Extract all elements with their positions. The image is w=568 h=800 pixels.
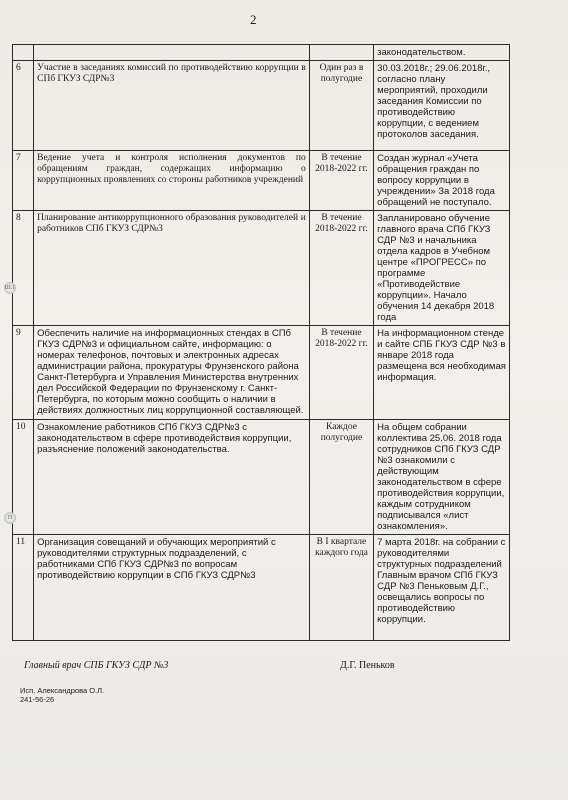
executor-phone: 241-56-26 — [20, 695, 55, 704]
table-row — [13, 211, 510, 326]
row-task: Планирование антикоррупционного образования руководителей и работников СПб ГКУЗ СДР№3 — [34, 211, 310, 326]
row-term: Каждое полугодие — [309, 420, 373, 535]
signatory-name: Д.Г. Пеньков — [340, 660, 395, 671]
row-task: Ведение учета и контроля исполнения документов по обращениям граждан, содержащих информацию о коррупционных проявлениях со стороны работников учреждений — [34, 151, 310, 211]
row-task: Организация совещаний и обучающих мероприятий с руководителями структурных подразделений, с работниками СПб ГКУЗ СДР№3 по вопросам противодействию коррупции в СПб ГКУЗ СДР№3 — [34, 535, 310, 641]
row-term: В I квартале каждого года — [309, 535, 373, 641]
table-row — [13, 326, 510, 420]
row-term — [309, 45, 373, 61]
row-number: 10 — [13, 420, 34, 535]
executor-info — [20, 686, 104, 704]
row-task: Ознакомление работников СПб ГКУЗ СДР№3 с законодательством в сфере противодействия коррупции, разъяснение положений законодательства. — [34, 420, 310, 535]
table-row — [13, 151, 510, 211]
signatory-title: Главный врач СПБ ГКУЗ СДР №3 — [24, 660, 169, 671]
row-result: На общем собрании коллектива 25.06. 2018 года сотрудников СПб ГКУЗ СДР №3 ознакомили с действующим законодательством в сфере противодействия коррупции, каждым сотрудником подписывался «лист ознакомления». — [374, 420, 510, 535]
row-task: Обеспечить наличие на информационных стендах в СПб ГКУЗ СДР№3 и официальном сайте, информацию: о номерах телефонов, почтовых и электронных адресах администрации района, прокуратуры Фрунзенского района Санкт-Петербурга и Управления Министерства внутренних дел Российской Федерации по Фрунзенскому г. Санкт-Петербурга, по которым можно сообщить о наличии в действиях должностных лиц коррупционной составляющей. — [34, 326, 310, 420]
row-result: законодательством. — [374, 45, 510, 61]
punch-hole-lower: П — [4, 512, 16, 524]
punch-hole-upper: Ш.1 — [4, 282, 16, 294]
row-term: В течение 2018-2022 гг. — [309, 211, 373, 326]
row-number — [13, 45, 34, 61]
row-result: На информационном стенде и сайте СПБ ГКУЗ СДР №3 в январе 2018 года размещена вся необходимая информация. — [374, 326, 510, 420]
row-number: 6 — [13, 61, 34, 151]
row-number: 11 — [13, 535, 34, 641]
row-result: 30.03.2018г.; 29.06.2018г., согласно плану мероприятий, проходили заседания Комиссии по противодействию коррупции, с ведением протоколов заседания. — [374, 61, 510, 151]
table-row — [13, 420, 510, 535]
row-number: 7 — [13, 151, 34, 211]
row-term: В течение 2018-2022 гг. — [309, 326, 373, 420]
row-number: 8 — [13, 211, 34, 326]
executor-name: Исп. Александрова О.Л. — [20, 686, 105, 695]
table-row — [13, 45, 510, 61]
row-task — [34, 45, 310, 61]
row-number: 9 — [13, 326, 34, 420]
row-result: Создан журнал «Учета обращения граждан по вопросу коррупции в учреждении» За 2018 года обращений не поступало. — [374, 151, 510, 211]
table-row — [13, 61, 510, 151]
row-result: Запланировано обучение главного врача СПб ГКУЗ СДР №3 и начальника отдела кадров в Учебном центре «ПРОГРЕСС» по программе «Противодействие коррупции». Начало обучения 14 декабря 2018 года — [374, 211, 510, 326]
row-term: В течение 2018-2022 гг. — [309, 151, 373, 211]
row-term: Один раз в полугодие — [309, 61, 373, 151]
row-task: Участие в заседаниях комиссий по противодействию коррупции в СПб ГКУЗ СДР№3 — [34, 61, 310, 151]
page-number: 2 — [250, 12, 257, 27]
row-result: 7 марта 2018г. на собрании с руководителями структурных подразделений Главным врачом СПб ГКУЗ СДР №3 Пеньковым Д.Г., освещались вопросы по противодействию коррупции. — [374, 535, 510, 641]
measures-table — [12, 44, 510, 641]
table-row — [13, 535, 510, 641]
